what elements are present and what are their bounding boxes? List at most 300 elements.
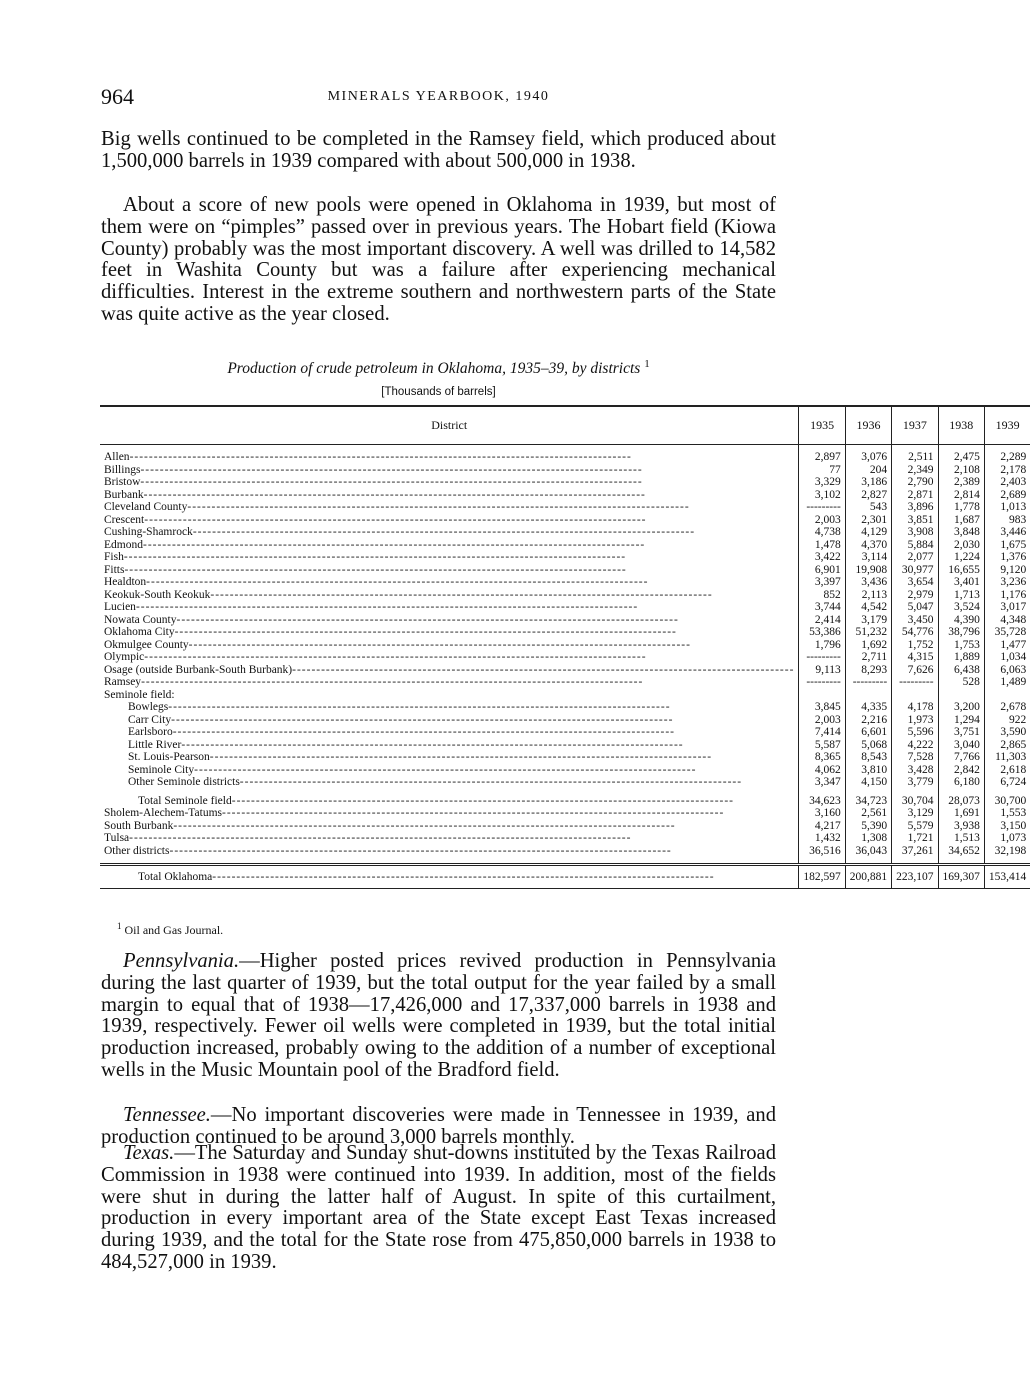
value-cell: 77 <box>799 464 845 477</box>
value-cell: 2,108 <box>938 464 984 477</box>
table-header-row <box>100 406 1030 445</box>
district-cell <box>100 626 799 639</box>
leader-dots <box>171 714 794 727</box>
value-cell: 6,901 <box>799 564 845 577</box>
table-row <box>100 701 1030 714</box>
district-cell <box>100 489 799 502</box>
state-heading-pennsylvania: Pennsylvania. <box>123 950 240 972</box>
value-cell: 223,107 <box>892 865 938 889</box>
value-cell: 35,728 <box>984 626 1030 639</box>
table-row <box>100 489 1030 502</box>
value-cell: 2,827 <box>845 489 891 502</box>
value-cell: 2,113 <box>845 589 891 602</box>
value-cell: 5,587 <box>799 739 845 752</box>
value-cell: 2,301 <box>845 514 891 527</box>
value-cell: 37,261 <box>892 845 938 858</box>
value-cell: 3,851 <box>892 514 938 527</box>
value-cell: 6,063 <box>984 664 1030 677</box>
district-cell <box>100 764 799 777</box>
value-cell: 3,186 <box>845 476 891 489</box>
table-row <box>100 451 1030 464</box>
paragraph-ramsey: Big wells continued to be completed in the Ramsey field, which produced about 1,500,000 barrels in 1939 compared with about 500,000 in 1938. <box>101 128 776 172</box>
value-cell: 3,017 <box>984 601 1030 614</box>
table-units: [Thousands of barrels] <box>381 386 496 398</box>
value-cell: 19,908 <box>845 564 891 577</box>
value-cell: 5,596 <box>892 726 938 739</box>
district-cell <box>100 576 799 589</box>
value-cell: 3,129 <box>892 807 938 820</box>
value-cell: 2,814 <box>938 489 984 502</box>
table-row <box>100 776 1030 789</box>
value-cell: 7,528 <box>892 751 938 764</box>
value-cell <box>892 689 938 702</box>
value-cell: 2,178 <box>984 464 1030 477</box>
value-cell: 1,308 <box>845 832 891 845</box>
leader-dots <box>129 832 794 845</box>
district-cell <box>100 795 799 808</box>
production-table <box>100 405 1030 889</box>
value-cell: 3,102 <box>799 489 845 502</box>
value-cell: 1,073 <box>984 832 1030 845</box>
state-heading-tennessee: Tennessee. <box>123 1104 211 1126</box>
leader-dots <box>144 514 794 527</box>
table-row <box>100 739 1030 752</box>
value-cell: 4,178 <box>892 701 938 714</box>
value-cell: 2,475 <box>938 451 984 464</box>
district-cell <box>100 651 799 664</box>
district-label: Earlsboro <box>128 726 173 738</box>
spacer-cell <box>845 857 891 865</box>
value-cell: 8,365 <box>799 751 845 764</box>
leader-dots <box>141 676 794 689</box>
district-label: Sholem-Alechem-Tatums <box>104 807 222 819</box>
value-cell: 1,752 <box>892 639 938 652</box>
value-cell: --------- <box>892 676 938 689</box>
district-cell <box>100 451 799 464</box>
table-row <box>100 664 1030 677</box>
district-cell <box>100 564 799 577</box>
district-label: South Burbank <box>104 819 174 832</box>
value-cell: 2,414 <box>799 614 845 627</box>
value-cell: 2,865 <box>984 739 1030 752</box>
district-label: Edmond <box>104 538 143 551</box>
district-label: Seminole City <box>128 763 195 776</box>
table-row <box>100 845 1030 858</box>
value-cell <box>799 689 845 702</box>
leader-dots <box>181 739 794 752</box>
spacer-cell <box>799 857 845 865</box>
table-footnote <box>117 921 223 938</box>
district-cell <box>100 739 799 752</box>
value-cell: 5,047 <box>892 601 938 614</box>
value-cell: 2,077 <box>892 551 938 564</box>
value-cell: 4,129 <box>845 526 891 539</box>
value-cell: 983 <box>984 514 1030 527</box>
table-row <box>100 476 1030 489</box>
leader-dots <box>136 601 794 614</box>
district-cell <box>100 601 799 614</box>
table-row <box>100 751 1030 764</box>
value-cell: 4,222 <box>892 739 938 752</box>
column-header-district: District <box>100 406 799 445</box>
value-cell: 2,897 <box>799 451 845 464</box>
value-cell: 6,724 <box>984 776 1030 789</box>
value-cell: 3,040 <box>938 739 984 752</box>
district-cell <box>100 476 799 489</box>
value-cell: 3,422 <box>799 551 845 564</box>
spacer-cell <box>892 857 938 865</box>
value-cell: --------- <box>799 651 845 664</box>
district-label: Oklahoma City <box>104 626 175 638</box>
paragraph-text: —No important discoveries were made in Tennessee in 1939, and production continued to be around 3,000 barrels monthly. <box>101 1104 776 1148</box>
value-cell: 1,721 <box>892 832 938 845</box>
value-cell: 5,884 <box>892 539 938 552</box>
value-cell: 3,401 <box>938 576 984 589</box>
footnote-mark: 1 <box>117 921 122 931</box>
table-row <box>100 832 1030 845</box>
district-label: Other districts <box>104 844 170 857</box>
leader-dots <box>240 776 795 789</box>
table-row <box>100 539 1030 552</box>
leader-dots <box>194 764 794 777</box>
value-cell: 153,414 <box>984 865 1030 889</box>
leader-dots <box>189 639 795 652</box>
value-cell: 3,236 <box>984 576 1030 589</box>
value-cell: 16,655 <box>938 564 984 577</box>
district-label: Carr City <box>128 713 172 726</box>
paragraph-pennsylvania <box>101 951 776 1082</box>
value-cell: 2,561 <box>845 807 891 820</box>
value-cell: 2,689 <box>984 489 1030 502</box>
seminole-total-row <box>100 795 1030 808</box>
value-cell: --------- <box>799 501 845 514</box>
table-row <box>100 564 1030 577</box>
value-cell: 5,579 <box>892 820 938 833</box>
value-cell: 1,294 <box>938 714 984 727</box>
district-label: Other Seminole districts <box>128 776 240 788</box>
oklahoma-total-row <box>100 865 1030 889</box>
value-cell: 3,114 <box>845 551 891 564</box>
paragraph-text: About a score of new pools were opened in Oklahoma in 1939, but most of them were on “pimples” passed over in previous years. The Hobart field (Kiowa County) probably was the most important discovery. A well was drilled to 14,582 feet in Washita County but was a failure after experiencing mechanical difficulties. Interest in the extreme southern and northwestern parts of the State was quite active as the year closed. <box>101 194 776 325</box>
value-cell: 9,120 <box>984 564 1030 577</box>
value-cell: 1,176 <box>984 589 1030 602</box>
leader-dots <box>169 845 794 858</box>
value-cell: 3,654 <box>892 576 938 589</box>
district-cell <box>100 551 799 564</box>
paragraph-oklahoma-pools <box>101 195 776 326</box>
value-cell: 7,626 <box>892 664 938 677</box>
value-cell: 3,397 <box>799 576 845 589</box>
value-cell: 528 <box>938 676 984 689</box>
caption-text: Production of crude petroleum in Oklahoma, 1935–39, by districts <box>227 360 641 378</box>
value-cell: 34,723 <box>845 795 891 808</box>
value-cell: 1,553 <box>984 807 1030 820</box>
table-row <box>100 726 1030 739</box>
value-cell: 3,160 <box>799 807 845 820</box>
value-cell: 1,713 <box>938 589 984 602</box>
value-cell: 3,329 <box>799 476 845 489</box>
value-cell: 1,691 <box>938 807 984 820</box>
table-row <box>100 764 1030 777</box>
value-cell: 6,438 <box>938 664 984 677</box>
district-label: Cushing-Shamrock <box>104 526 193 538</box>
value-cell: 543 <box>845 501 891 514</box>
value-cell: 3,848 <box>938 526 984 539</box>
district-cell <box>100 514 799 527</box>
spacer-cell <box>984 857 1030 865</box>
value-cell: 4,542 <box>845 601 891 614</box>
district-cell <box>100 464 799 477</box>
district-label: Total Seminole field <box>138 794 232 807</box>
paragraph-text: —Higher posted prices revived production in Pennsylvania during the last quarter of 1939, but the total output for the year failed by a small margin to equal that of 1938—17,426,000 and 17,337,000 barrels in 1938 and 1939, respectively. Fewer oil wells were completed in 1939, but the total initial production increased, probably owing to the addition of a number of exceptional wells in the Music Mountain pool of the Bradford field. <box>101 950 776 1081</box>
table-row <box>100 714 1030 727</box>
value-cell: 182,597 <box>799 865 845 889</box>
leader-dots <box>212 871 794 884</box>
leader-dots <box>143 539 794 552</box>
value-cell: 36,516 <box>799 845 845 858</box>
value-cell: 2,711 <box>845 651 891 664</box>
value-cell: 3,908 <box>892 526 938 539</box>
paragraph-texas <box>101 1143 776 1274</box>
leader-dots <box>144 489 795 502</box>
district-cell <box>100 865 799 889</box>
value-cell: 2,979 <box>892 589 938 602</box>
value-cell: 36,043 <box>845 845 891 858</box>
value-cell: 922 <box>984 714 1030 727</box>
district-label: Olympic <box>104 651 145 663</box>
value-cell: 200,881 <box>845 865 891 889</box>
spacer-row <box>100 857 1030 865</box>
leader-dots <box>187 501 794 514</box>
value-cell: 4,390 <box>938 614 984 627</box>
value-cell: 2,871 <box>892 489 938 502</box>
value-cell: 3,076 <box>845 451 891 464</box>
value-cell: 1,796 <box>799 639 845 652</box>
leader-dots <box>146 576 794 589</box>
paragraph-text: —The Saturday and Sunday shut-downs instituted by the Texas Railroad Commission in 1938 were continued into 1939. In addition, most of the fields were shut in during the latter half of August. In spite of this curtailment, production in every important area of the State except East Texas increased during 1939, and the total for the State rose from 475,850,000 barrels in 1938 to 484,527,000 in 1939. <box>101 1142 776 1273</box>
value-cell: 3,779 <box>892 776 938 789</box>
table-body <box>100 445 1030 889</box>
value-cell: 3,590 <box>984 726 1030 739</box>
value-cell: 32,198 <box>984 845 1030 858</box>
value-cell: 1,478 <box>799 539 845 552</box>
table-row <box>100 576 1030 589</box>
district-label: Fish <box>104 551 124 563</box>
value-cell: 28,073 <box>938 795 984 808</box>
value-cell: 1,376 <box>984 551 1030 564</box>
district-label: Healdton <box>104 576 147 588</box>
table-row <box>100 626 1030 639</box>
district-cell <box>100 614 799 627</box>
district-cell <box>100 589 799 602</box>
value-cell: 1,224 <box>938 551 984 564</box>
leader-dots <box>144 651 794 664</box>
value-cell: 7,766 <box>938 751 984 764</box>
value-cell: 5,390 <box>845 820 891 833</box>
district-label: Okmulgee County <box>104 638 189 651</box>
value-cell: 1,778 <box>938 501 984 514</box>
value-cell: 6,601 <box>845 726 891 739</box>
district-label: Bowlegs <box>128 701 169 713</box>
district-label: Total Oklahoma <box>138 870 213 883</box>
value-cell: 3,446 <box>984 526 1030 539</box>
value-cell: 54,776 <box>892 626 938 639</box>
district-label: Bristow <box>104 476 141 488</box>
column-header-1938: 1938 <box>938 406 984 445</box>
leader-dots <box>140 476 794 489</box>
value-cell: 1,973 <box>892 714 938 727</box>
value-cell: 11,303 <box>984 751 1030 764</box>
running-title: MINERALS YEARBOOK, 1940 <box>327 89 550 104</box>
value-cell: 4,062 <box>799 764 845 777</box>
value-cell: 53,386 <box>799 626 845 639</box>
district-label: Cleveland County <box>104 501 188 513</box>
leader-dots <box>124 551 795 564</box>
column-header-1935: 1935 <box>799 406 845 445</box>
value-cell: 5,068 <box>845 739 891 752</box>
leader-dots <box>173 726 795 739</box>
leader-dots <box>210 589 794 602</box>
value-cell: 1,687 <box>938 514 984 527</box>
district-label: Fitts <box>104 563 125 576</box>
leader-dots <box>177 614 795 627</box>
value-cell: 3,938 <box>938 820 984 833</box>
leader-dots <box>222 807 794 820</box>
value-cell: 1,889 <box>938 651 984 664</box>
value-cell: 4,150 <box>845 776 891 789</box>
value-cell: 7,414 <box>799 726 845 739</box>
value-cell: 2,618 <box>984 764 1030 777</box>
value-cell: 8,543 <box>845 751 891 764</box>
value-cell: 1,489 <box>984 676 1030 689</box>
value-cell: 4,315 <box>892 651 938 664</box>
value-cell: 1,513 <box>938 832 984 845</box>
column-header-1937: 1937 <box>892 406 938 445</box>
value-cell: 2,216 <box>845 714 891 727</box>
value-cell: 2,003 <box>799 514 845 527</box>
value-cell: 3,744 <box>799 601 845 614</box>
district-cell <box>100 501 799 514</box>
value-cell: 30,977 <box>892 564 938 577</box>
value-cell: 4,370 <box>845 539 891 552</box>
district-label: Osage (outside Burbank-South Burbank) <box>104 663 293 676</box>
value-cell: 3,200 <box>938 701 984 714</box>
column-header-1936: 1936 <box>845 406 891 445</box>
table-row <box>100 501 1030 514</box>
spacer-cell <box>100 857 799 865</box>
value-cell: 3,896 <box>892 501 938 514</box>
district-label: Ramsey <box>104 676 142 688</box>
value-cell: 1,477 <box>984 639 1030 652</box>
table-row <box>100 820 1030 833</box>
district-cell <box>100 539 799 552</box>
value-cell: 3,845 <box>799 701 845 714</box>
value-cell: 3,751 <box>938 726 984 739</box>
value-cell: 1,432 <box>799 832 845 845</box>
value-cell: 2,003 <box>799 714 845 727</box>
value-cell: 2,349 <box>892 464 938 477</box>
district-cell <box>100 776 799 789</box>
table-row <box>100 551 1030 564</box>
value-cell: 3,450 <box>892 614 938 627</box>
page-header <box>101 84 776 114</box>
district-cell <box>100 845 799 858</box>
value-cell: --------- <box>845 676 891 689</box>
value-cell: 3,428 <box>892 764 938 777</box>
table-row <box>100 639 1030 652</box>
value-cell <box>845 689 891 702</box>
leader-dots <box>175 626 795 639</box>
value-cell: 3,347 <box>799 776 845 789</box>
district-cell <box>100 639 799 652</box>
table-caption <box>101 358 776 378</box>
district-cell <box>100 664 799 677</box>
district-cell <box>100 676 799 689</box>
value-cell: 8,293 <box>845 664 891 677</box>
district-label: Little River <box>128 738 182 751</box>
district-label: Keokuk-South Keokuk <box>104 588 211 601</box>
district-cell <box>100 726 799 739</box>
value-cell: 1,692 <box>845 639 891 652</box>
value-cell: 3,810 <box>845 764 891 777</box>
table-row <box>100 807 1030 820</box>
table-row <box>100 651 1030 664</box>
value-cell: 2,030 <box>938 539 984 552</box>
district-cell <box>100 701 799 714</box>
footnote-text: Oil and Gas Journal. <box>124 923 224 937</box>
leader-dots <box>173 820 794 833</box>
district-cell <box>100 807 799 820</box>
leader-dots <box>193 526 795 539</box>
value-cell: 51,232 <box>845 626 891 639</box>
leader-dots <box>210 751 795 764</box>
value-cell: 2,678 <box>984 701 1030 714</box>
leader-dots <box>168 701 794 714</box>
value-cell: 1,675 <box>984 539 1030 552</box>
leader-dots <box>140 464 794 477</box>
table-row <box>100 589 1030 602</box>
district-cell <box>100 714 799 727</box>
state-heading-texas: Texas. <box>123 1142 175 1164</box>
value-cell: 2,389 <box>938 476 984 489</box>
district-cell <box>100 751 799 764</box>
caption-footnote-mark: 1 <box>644 358 650 370</box>
value-cell: 2,511 <box>892 451 938 464</box>
table-row <box>100 526 1030 539</box>
table-row <box>100 601 1030 614</box>
district-label: Tulsa <box>104 832 130 844</box>
leader-dots <box>130 451 795 464</box>
value-cell: 2,289 <box>984 451 1030 464</box>
value-cell: 3,524 <box>938 601 984 614</box>
value-cell: 169,307 <box>938 865 984 889</box>
value-cell: 3,150 <box>984 820 1030 833</box>
table-row <box>100 514 1030 527</box>
district-cell <box>100 820 799 833</box>
value-cell: 204 <box>845 464 891 477</box>
value-cell: 852 <box>799 589 845 602</box>
value-cell: 3,179 <box>845 614 891 627</box>
column-header-1939: 1939 <box>984 406 1030 445</box>
table-row <box>100 614 1030 627</box>
page-number: 964 <box>101 84 134 109</box>
value-cell: 30,704 <box>892 795 938 808</box>
district-cell <box>100 832 799 845</box>
district-cell <box>100 526 799 539</box>
district-label: Allen <box>104 451 130 463</box>
leader-dots <box>292 664 794 677</box>
table-row <box>100 689 1030 702</box>
